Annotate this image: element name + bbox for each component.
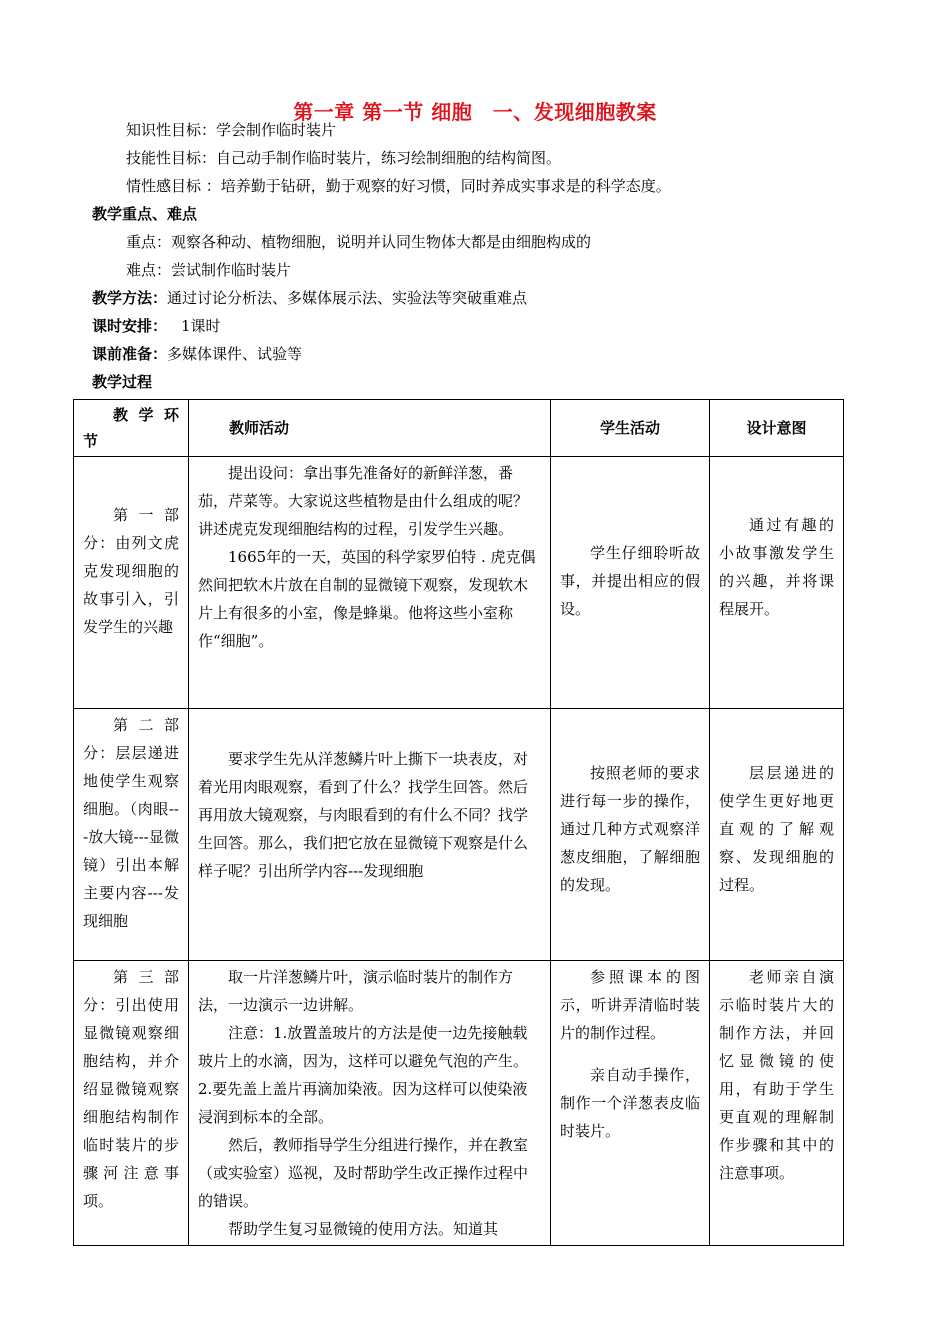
preparation-line bbox=[92, 344, 302, 364]
teacher-cell bbox=[189, 457, 551, 709]
stage-cell: 第一部分：由列文虎克发现细胞的故事引入，引发学生的兴趣 bbox=[74, 457, 189, 709]
table-row bbox=[74, 457, 844, 709]
method-label: 教学方法： bbox=[92, 289, 168, 307]
emotion-goal: 情性感目标 ：培养勤于钻研，勤于观察的好习惯，同时养成实事求是的科学态度。 bbox=[126, 177, 671, 195]
intent-cell: 通过有趣的小故事激发学生的兴趣，并将课程展开。 bbox=[710, 457, 844, 709]
stage-cell: 第二部分：层层递进地使学生观察细胞。（肉眼---放大镜---显微镜）引出本解主要内容---发现细胞 bbox=[74, 709, 189, 961]
document-title: 第一章 第一节 细胞 一、发现细胞教案 bbox=[293, 100, 657, 124]
preparation-label: 课前准备： bbox=[92, 345, 168, 363]
teacher-paragraph: 提出设问：拿出事先准备好的新鲜洋葱，番茄，芹菜等。大家说这些植物是由什么组成的呢？ bbox=[198, 464, 529, 510]
schedule-label: 课时安排： bbox=[92, 317, 168, 335]
skill-goal: 技能性目标：自己动手制作临时装片，练习绘制细胞的结构简图。 bbox=[126, 149, 562, 167]
stage-cell: 第三部分：引出使用显微镜观察细胞结构，并介绍显微镜观察细胞结构制作临时装片的步骤河注意事项。 bbox=[74, 961, 189, 1246]
preparation-value: 多媒体课件、试验等 bbox=[167, 345, 303, 363]
difficulty-point: 难点：尝试制作临时装片 bbox=[126, 261, 292, 279]
header-stage: 教 学 环 节 bbox=[74, 400, 189, 457]
teacher-paragraph: 注意：1.放置盖玻片的方法是使一边先接触载玻片上的水滴，因为，这样可以避免气泡的产生。2.要先盖上盖片再滴加染液。因为这样可以使染液浸润到标本的全部。 bbox=[198, 1024, 529, 1126]
teacher-paragraph: 帮助学生复习显微镜的使用方法。知道其 bbox=[228, 1220, 499, 1238]
method-line bbox=[92, 288, 527, 308]
table-header-row bbox=[74, 400, 844, 457]
schedule-value: 1课时 bbox=[181, 317, 221, 335]
teacher-cell bbox=[189, 961, 551, 1246]
student-paragraph: 参照课本的图示，听讲弄清临时装片的制作过程。 bbox=[560, 968, 700, 1042]
student-cell: 按照老师的要求进行每一步的操作，通过几种方式观察洋葱皮细胞，了解细胞的发现。 bbox=[551, 709, 710, 961]
header-intent: 设计意图 bbox=[710, 400, 844, 457]
teacher-paragraph: 要求学生先从洋葱鳞片叶上撕下一块表皮，对着光用肉眼观察，看到了什么？找学生回答。然后再用放大镜观察，与肉眼看到的有什么不同？找学生回答。那么，我们把它放在显微镜下观察是什么样子呢？引出所学内容---发现细胞 bbox=[198, 750, 529, 880]
teacher-paragraph: 取一片洋葱鳞片叶，演示临时装片的制作方法，一边演示一边讲解。 bbox=[198, 968, 514, 1014]
intent-cell: 层层递进的使学生更好地更直观的了解观察、发现细胞的过程。 bbox=[710, 709, 844, 961]
teacher-paragraph: 然后，教师指导学生分组进行操作，并在教室（或实验室）巡视，及时帮助学生改正操作过程中的错误。 bbox=[198, 1136, 529, 1210]
student-cell bbox=[551, 961, 710, 1246]
knowledge-goal: 知识性目标：学会制作临时装片 bbox=[126, 121, 337, 139]
table-row bbox=[74, 709, 844, 961]
teacher-paragraph: 1665年的一天，英国的科学家罗伯特 . 虎克偶然间把软木片放在自制的显微镜下观察，发现软木片上有很多的小室，像是蜂巢。他将这些小室称作“细胞”。 bbox=[198, 548, 536, 650]
header-student: 学生活动 bbox=[551, 400, 710, 457]
teaching-process-table bbox=[73, 399, 844, 1246]
method-value: 通过讨论分析法、多媒体展示法、实验法等突破重难点 bbox=[167, 289, 528, 307]
key-points-heading: 教学重点、难点 bbox=[92, 205, 198, 223]
header-teacher: 教师活动 bbox=[189, 400, 551, 457]
focus-point: 重点：观察各种动、植物细胞，说明并认同生物体大都是由细胞构成的 bbox=[126, 233, 592, 251]
table-row bbox=[74, 961, 844, 1246]
teacher-paragraph: 讲述虎克发现细胞结构的过程，引发学生兴趣。 bbox=[198, 520, 514, 538]
student-paragraph: 亲自动手操作，制作一个洋葱表皮临时装片。 bbox=[560, 1066, 700, 1140]
student-cell: 学生仔细聆听故事，并提出相应的假设。 bbox=[551, 457, 710, 709]
schedule-line bbox=[92, 316, 221, 336]
process-heading: 教学过程 bbox=[92, 373, 153, 391]
teacher-cell bbox=[189, 709, 551, 961]
intent-cell: 老师亲自演示临时装片大的制作方法，并回忆显微镜的使用，有助于学生更直观的理解制作步骤和其中的注意事项。 bbox=[710, 961, 844, 1246]
